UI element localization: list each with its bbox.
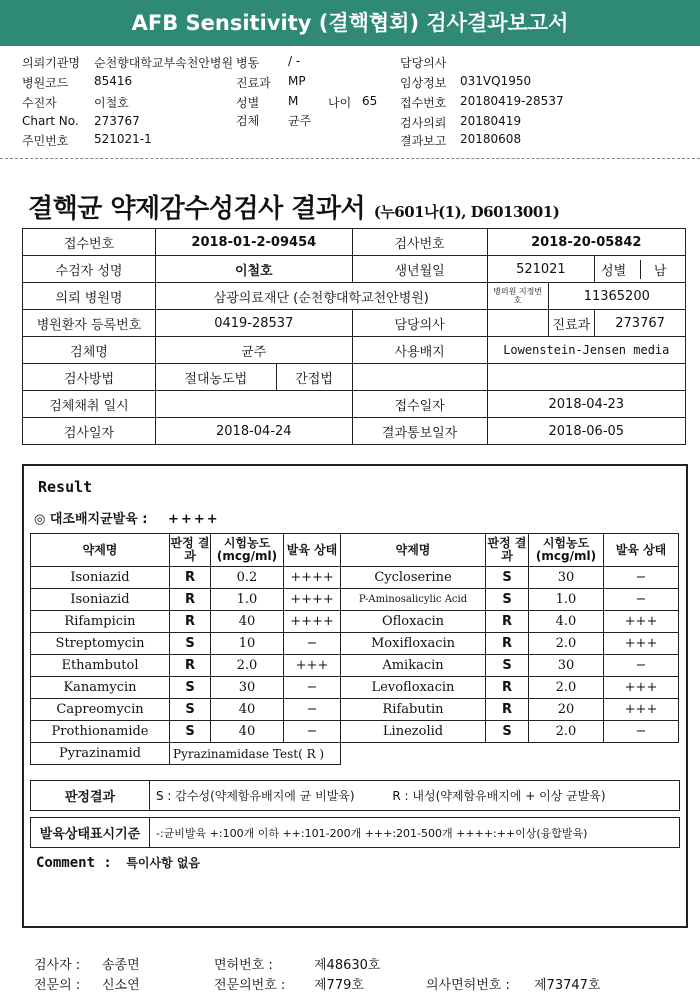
specialist-label: 전문의 : <box>34 978 81 993</box>
report-label: 결과보고 <box>400 134 447 148</box>
concentration-cell: 2.0 <box>211 655 284 677</box>
drug-header-row <box>31 534 679 567</box>
table-row <box>31 677 679 699</box>
growth-cell: +++ <box>604 699 679 721</box>
doctor-label: 담당의사 <box>400 56 447 70</box>
growth-cell: ++++ <box>284 589 341 611</box>
rrn-value: 521021-1 <box>94 132 152 146</box>
legend-judge-text <box>150 781 680 811</box>
age-label: 나이 <box>328 96 352 110</box>
drug-name-cell: Rifampicin <box>31 611 170 633</box>
doc-license-value: 제73747호 <box>534 978 601 993</box>
drug-name-cell: Cycloserine <box>341 567 486 589</box>
hosp-code-label: 병원코드 <box>22 76 69 90</box>
drug-name-cell: Isoniazid <box>31 567 170 589</box>
judgement-cell: S <box>486 567 529 589</box>
col-conc-2: 시험농도 (mcg/ml) <box>529 534 604 567</box>
judgement-cell: S <box>170 677 211 699</box>
col-growth-1: 발육 상태 <box>284 534 341 567</box>
col-drug-1: 약제명 <box>31 534 170 567</box>
comment-text: 특이사항 없음 <box>126 856 201 870</box>
req-date-label: 검사의뢰 <box>400 116 447 130</box>
receipt-label: 접수번호 <box>400 96 447 110</box>
sex-label-cell: 성별 <box>601 263 627 279</box>
concentration-cell: 30 <box>529 567 604 589</box>
growth-cell: +++ <box>604 611 679 633</box>
control-label: ◎ 대조배지균발육 : <box>34 512 148 527</box>
title-sub: (누601나(1), D6013001) <box>373 203 560 221</box>
test-no-label: 검사번호 <box>352 229 487 256</box>
ward-label: 병동 <box>236 56 260 70</box>
concentration-cell: 1.0 <box>529 589 604 611</box>
sex-cell <box>595 256 686 283</box>
examiner-value: 송종면 <box>102 958 140 973</box>
doc-license-label: 의사면허번호 : <box>426 978 510 993</box>
growth-cell: − <box>284 699 341 721</box>
result-box <box>22 464 688 928</box>
specimen-label-cell: 검체명 <box>23 337 156 364</box>
table-row <box>31 567 679 589</box>
method-blank <box>352 364 487 391</box>
pza-test: Pyrazinamidase Test( R ) <box>170 743 341 765</box>
growth-cell: − <box>284 633 341 655</box>
judgement-cell: S <box>486 589 529 611</box>
drug-name-cell: Levofloxacin <box>341 677 486 699</box>
growth-cell: +++ <box>284 655 341 677</box>
concentration-cell: 0.2 <box>211 567 284 589</box>
judgement-cell: S <box>170 633 211 655</box>
comment-label: Comment : <box>36 855 112 871</box>
concentration-cell: 20 <box>529 699 604 721</box>
patient-label: 수진자 <box>22 96 57 110</box>
judgement-cell: S <box>170 699 211 721</box>
table-row <box>31 589 679 611</box>
spec-no-label: 전문의번호 : <box>214 978 286 993</box>
age-value: 65 <box>362 94 378 108</box>
concentration-cell: 30 <box>211 677 284 699</box>
drug-name-cell: Rifabutin <box>341 699 486 721</box>
judgement-cell: R <box>170 589 211 611</box>
legend-growth-label: 발육상태표시기준 <box>31 818 150 848</box>
chart-value: 273767 <box>94 114 140 128</box>
test-date-label: 검사일자 <box>23 418 156 445</box>
judgement-cell: R <box>486 611 529 633</box>
legend-growth-text: -:균비발육 +:100개 이하 ++:101-200개 +++:201-500개 ++++:++이상(융합발육) <box>150 818 680 848</box>
legend-judge-label: 판정결과 <box>31 781 150 811</box>
judgement-cell: R <box>486 633 529 655</box>
drug-name-cell: Ethambutol <box>31 655 170 677</box>
growth-cell: ++++ <box>284 567 341 589</box>
legend-table <box>30 780 680 848</box>
designated-value: 11365200 <box>548 283 685 310</box>
specimen-value-cell: 균주 <box>156 337 353 364</box>
doctor-label-cell: 담당의사 <box>352 310 487 337</box>
clinical-value: 031VQ1950 <box>460 74 532 88</box>
report-footer <box>0 952 700 998</box>
dob-label: 생년월일 <box>352 256 487 283</box>
info-table <box>22 228 686 445</box>
dob-value: 521021 <box>487 256 595 283</box>
table-row <box>31 699 679 721</box>
comment <box>36 854 200 871</box>
drug-name-cell: Ofloxacin <box>341 611 486 633</box>
growth-cell: − <box>284 721 341 743</box>
concentration-cell: 2.0 <box>529 677 604 699</box>
spec-no-value: 제779호 <box>314 978 364 993</box>
chart-label: Chart No. <box>22 114 79 128</box>
hospital-label: 의뢰 병원명 <box>23 283 156 310</box>
judgement-cell: R <box>170 567 211 589</box>
judgement-cell: R <box>170 655 211 677</box>
judgement-cell: S <box>486 655 529 677</box>
concentration-cell: 40 <box>211 721 284 743</box>
method-2: 간접법 <box>276 364 352 391</box>
drug-name-cell: Moxifloxacin <box>341 633 486 655</box>
drug-name-cell: Kanamycin <box>31 677 170 699</box>
test-date-value: 2018-04-24 <box>156 418 353 445</box>
rrn-label: 주민번호 <box>22 134 69 148</box>
control-value: ++++ <box>168 512 220 527</box>
col-judge-2: 판정 결과 <box>486 534 529 567</box>
req-date-value: 20180419 <box>460 114 522 128</box>
table-row <box>31 633 679 655</box>
pza-name: Pyrazinamid <box>31 743 170 765</box>
specialist-value: 신소연 <box>102 978 140 993</box>
growth-cell: +++ <box>604 633 679 655</box>
received-value: 2018-04-23 <box>487 391 685 418</box>
receipt-no-label: 접수번호 <box>23 229 156 256</box>
sex-value-cell: 남 <box>640 260 679 279</box>
report-header <box>0 52 700 152</box>
judgement-cell: R <box>486 677 529 699</box>
drug-name-cell: Prothionamide <box>31 721 170 743</box>
concentration-cell: 30 <box>529 655 604 677</box>
concentration-cell: 10 <box>211 633 284 655</box>
medium-label: 사용배지 <box>352 337 487 364</box>
dashed-divider <box>0 158 700 159</box>
col-growth-2: 발육 상태 <box>604 534 679 567</box>
reg-label: 병원환자 등록번호 <box>23 310 156 337</box>
designated-label: 병의원 지정번호 <box>487 283 548 310</box>
drug-name-cell: Streptomycin <box>31 633 170 655</box>
legend-gap <box>31 811 680 818</box>
specimen-value: 균주 <box>288 114 312 128</box>
receipt-no-value: 2018-01-2-09454 <box>156 229 353 256</box>
method-blank-2 <box>487 364 685 391</box>
pza-blank <box>341 743 679 765</box>
table-row <box>31 611 679 633</box>
drug-table <box>30 533 679 765</box>
growth-cell: ++++ <box>284 611 341 633</box>
growth-cell: +++ <box>604 677 679 699</box>
dept-value-cell: 273767 <box>595 310 686 337</box>
dept-label-cell: 진료과 <box>548 310 595 337</box>
concentration-cell: 1.0 <box>211 589 284 611</box>
received-label: 접수일자 <box>352 391 487 418</box>
drug-name-cell: Capreomycin <box>31 699 170 721</box>
doctor-value-cell <box>487 310 548 337</box>
control-growth <box>34 508 220 527</box>
growth-cell: − <box>604 567 679 589</box>
col-conc-1: 시험농도 (mcg/ml) <box>211 534 284 567</box>
dept-value: MP <box>288 74 306 88</box>
patient-name-label: 수검자 성명 <box>23 256 156 283</box>
judgement-cell: S <box>170 721 211 743</box>
hosp-code-value: 85416 <box>94 74 133 88</box>
result-title: Result <box>38 478 93 496</box>
receipt-value: 20180419-28537 <box>460 94 564 108</box>
table-row <box>31 721 679 743</box>
concentration-cell: 40 <box>211 699 284 721</box>
legend-s: S : 감수성(약제함유배지에 균 비발육) <box>156 789 355 803</box>
judgement-cell: R <box>486 699 529 721</box>
license-label: 면허번호 : <box>214 958 273 973</box>
hospital-value <box>156 283 488 310</box>
specimen-label: 검체 <box>236 114 260 128</box>
judgement-cell: S <box>486 721 529 743</box>
reg-value: 0419-28537 <box>156 310 353 337</box>
report-value: 20180608 <box>460 132 522 146</box>
drug-name-cell: Linezolid <box>341 721 486 743</box>
concentration-cell: 40 <box>211 611 284 633</box>
growth-cell: − <box>604 655 679 677</box>
page-title <box>28 188 559 225</box>
title-main: 결핵균 약제감수성검사 결과서 <box>28 194 366 224</box>
concentration-cell: 4.0 <box>529 611 604 633</box>
growth-cell: − <box>284 677 341 699</box>
test-no-value: 2018-20-05842 <box>487 229 685 256</box>
hospital-name: 삼광의료재단 (순천향대학교천안병원) <box>213 290 429 306</box>
notify-label: 결과통보일자 <box>352 418 487 445</box>
growth-cell: − <box>604 721 679 743</box>
drug-name-cell: Isoniazid <box>31 589 170 611</box>
legend-r: R : 내성(약제함유배지에 + 이상 균발육) <box>392 789 606 803</box>
req-org-label: 의뢰기관명 <box>22 56 80 70</box>
notify-value: 2018-06-05 <box>487 418 685 445</box>
sex-value: M <box>288 94 299 108</box>
concentration-cell: 2.0 <box>529 721 604 743</box>
medium-value: Lowenstein-Jensen media <box>487 337 685 364</box>
growth-cell: − <box>604 589 679 611</box>
dept-label: 진료과 <box>236 76 271 90</box>
col-judge-1: 판정 결과 <box>170 534 211 567</box>
patient-value: 이철호 <box>94 96 129 110</box>
col-drug-2: 약제명 <box>341 534 486 567</box>
ward-value: / - <box>288 54 301 68</box>
pza-row <box>31 743 679 765</box>
sex-label: 성별 <box>236 96 260 110</box>
report-banner: AFB Sensitivity (결핵협회) 검사결과보고서 <box>0 0 700 46</box>
judgement-cell: R <box>170 611 211 633</box>
method-1: 절대농도법 <box>156 364 277 391</box>
table-row <box>31 655 679 677</box>
collect-value <box>156 391 353 418</box>
collect-label: 검체채취 일시 <box>23 391 156 418</box>
clinical-label: 임상정보 <box>400 76 447 90</box>
drug-name-cell: P-Aminosalicylic Acid <box>341 589 486 611</box>
concentration-cell: 2.0 <box>529 633 604 655</box>
drug-name-cell: Amikacin <box>341 655 486 677</box>
examiner-label: 검사자 : <box>34 958 81 973</box>
req-org-value: 순천향대학교부속천안병원 <box>94 56 234 70</box>
license-value: 제48630호 <box>314 958 381 973</box>
patient-name-value: 이철호 <box>156 256 353 283</box>
method-label: 검사방법 <box>23 364 156 391</box>
